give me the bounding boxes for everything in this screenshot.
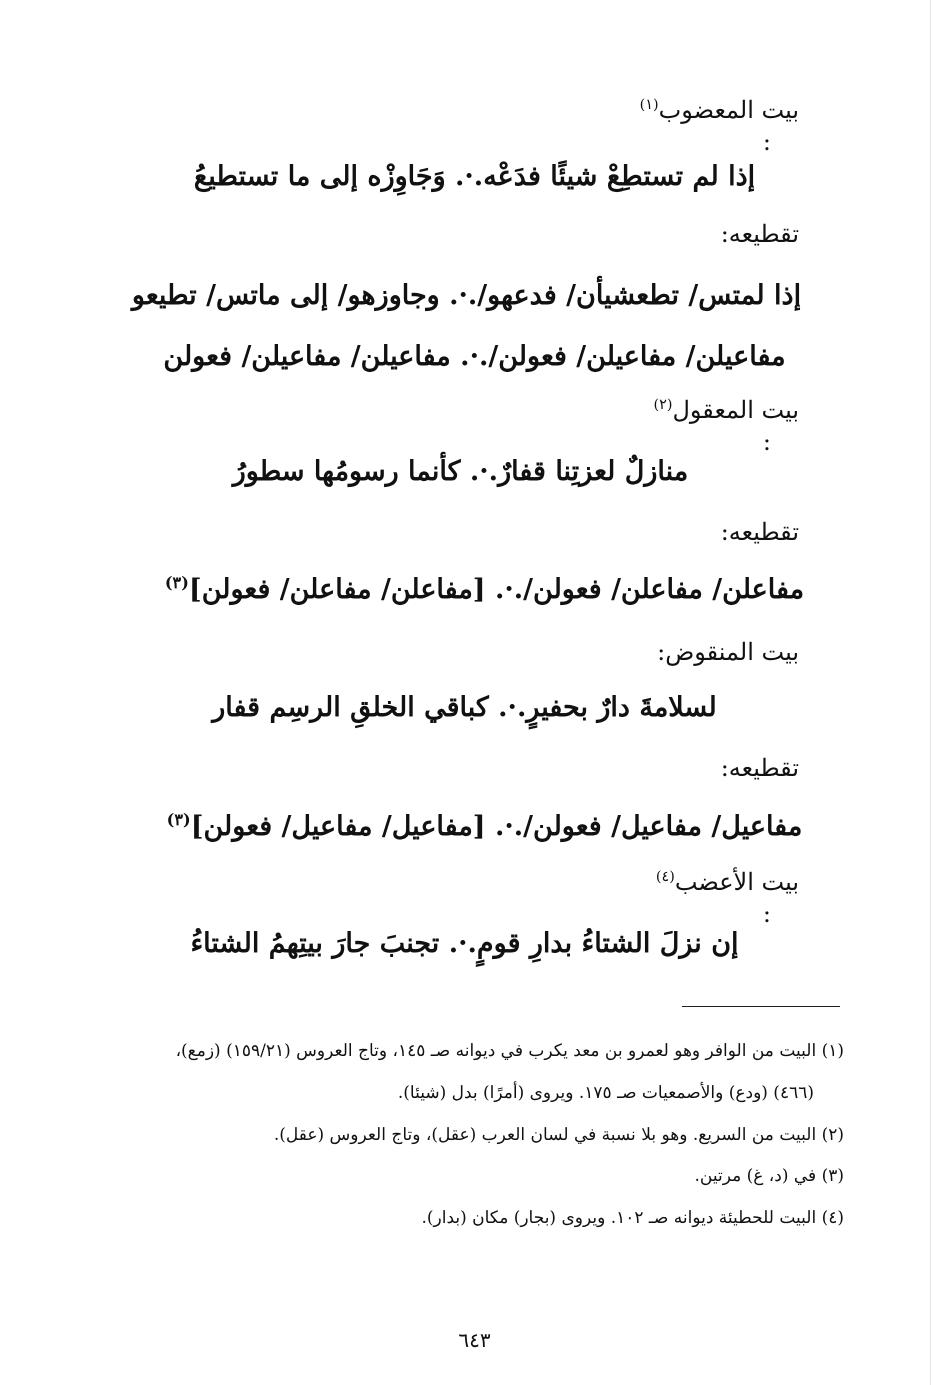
footnote-ref: (٣) bbox=[164, 573, 189, 592]
footnote-ref: (٤) bbox=[655, 869, 675, 885]
scansion-text: مفاعلن/ مفاعلن/ فعولن/.·. [مفاعلن/ مفاعلن/ فعولن] bbox=[188, 574, 805, 605]
verse-label-adab bbox=[656, 870, 799, 894]
footnote-2: (٢) البيت من السريع. وهو بلا نسبة في لسان العرب (عقل)، وتاج العروس (عقل). bbox=[273, 1125, 844, 1145]
scansion-text: مفاعيل/ مفاعيل/ فعولن/.·. [مفاعيل/ مفاعيل/ فعولن] bbox=[190, 811, 803, 842]
verse-label-manqood: بيت المنقوض: bbox=[657, 638, 799, 666]
label-colon: : bbox=[762, 900, 771, 928]
verse-line: لسلامةَ دارٌ بحفيرٍ.·. كباقي الخلقِ الرسِم قفار bbox=[212, 692, 717, 723]
footnote-ref: (٣) bbox=[166, 810, 191, 829]
scansion-meter-line: مفاعيلن/ مفاعيلن/ فعولن/.·. مفاعيلن/ مفاعيلن/ فعولن bbox=[163, 341, 786, 372]
scansion-label: تقطيعه: bbox=[720, 754, 799, 782]
scansion-line bbox=[10, 810, 949, 842]
verse-label-mahdoub bbox=[640, 98, 799, 122]
footnote-4: (٤) البيت للحطيئة ديوانه صـ ١٠٢. ويروى (بجار) مكان (بدار). bbox=[421, 1208, 844, 1228]
label-colon: : bbox=[762, 128, 771, 156]
footnote-ref: (٢) bbox=[653, 397, 673, 413]
verse-line: إذا لم تستطِعْ شيئًا فدَعْه.·. وَجَاوِزْه إلى ما تستطيعُ bbox=[193, 161, 756, 192]
scansion-line: إذا لمتس/ تطعشيأن/ فدعهو/.·. وجاوزهو/ إلى ماتس/ تطيعو bbox=[131, 280, 802, 311]
page-edge bbox=[930, 0, 931, 1385]
verse-line: إن نزلَ الشتاءُ بدارِ قومٍ.·. تجنبَ جارَ بيتِهمُ الشتاءُ bbox=[190, 928, 739, 959]
label-text: بيت الأعضب bbox=[674, 868, 799, 896]
label-colon: : bbox=[762, 428, 771, 456]
footnote-3: (٣) في (د، غ) مرتين. bbox=[694, 1166, 844, 1186]
footnote-1: (١) البيت من الوافر وهو لعمرو بن معد يكرب في ديوانه صـ ١٤٥، وتاج العروس (١٥٩/٢١) (زمع)، bbox=[175, 1041, 844, 1061]
footnote-ref: (١) bbox=[639, 97, 659, 113]
scansion-line bbox=[10, 573, 949, 605]
page-number: ٦٤٣ bbox=[458, 1328, 491, 1352]
verse-label-maqool bbox=[653, 398, 799, 422]
footnote-1-continued: (٤٦٦) (ودع) والأصمعيات صـ ١٧٥. ويروى (أمرًا) بدل (شيئا). bbox=[397, 1083, 814, 1103]
scansion-label: تقطيعه: bbox=[720, 220, 799, 248]
scansion-label: تقطيعه: bbox=[720, 518, 799, 546]
footnote-separator bbox=[682, 1006, 840, 1007]
label-text: بيت المعضوب bbox=[658, 96, 799, 124]
verse-line: منازلٌ لعزتِنا قفارٌ.·. كأنما رسومُها سطورُ bbox=[232, 456, 689, 487]
label-text: بيت المعقول bbox=[672, 396, 799, 424]
